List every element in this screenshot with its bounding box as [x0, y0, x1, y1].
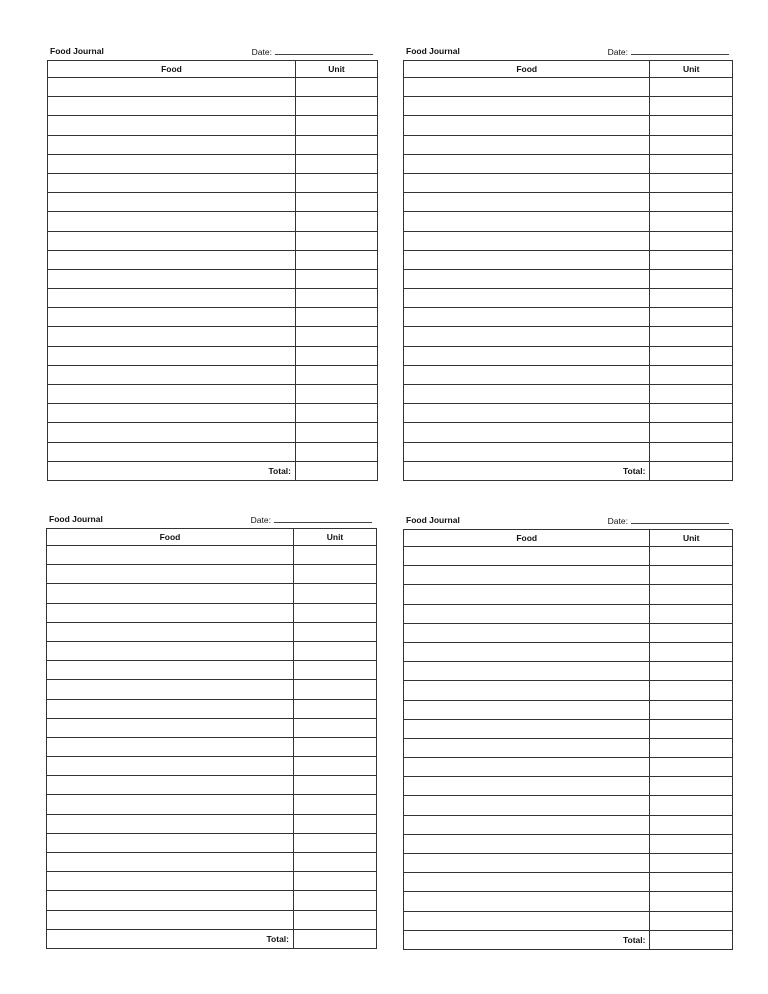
food-cell[interactable]: [47, 795, 294, 814]
table-row: [404, 796, 733, 815]
food-cell[interactable]: [404, 250, 650, 269]
unit-cell[interactable]: [296, 308, 378, 327]
column-header-food: Food: [48, 61, 296, 78]
entries-body: [47, 546, 377, 930]
unit-cell[interactable]: [650, 758, 733, 777]
food-cell[interactable]: [47, 603, 294, 622]
food-cell[interactable]: [404, 365, 650, 384]
food-cell[interactable]: [404, 662, 650, 681]
unit-cell[interactable]: [296, 154, 378, 173]
unit-cell[interactable]: [296, 135, 378, 154]
food-cell[interactable]: [47, 737, 294, 756]
table-row: [404, 547, 733, 566]
food-cell[interactable]: [404, 623, 650, 642]
unit-cell[interactable]: [294, 565, 377, 584]
total-row: [404, 930, 733, 949]
unit-cell[interactable]: [296, 78, 378, 97]
table-row: [48, 231, 378, 250]
unit-cell[interactable]: [296, 250, 378, 269]
table-row: [47, 584, 377, 603]
food-cell[interactable]: [48, 212, 296, 231]
date-field: [608, 46, 729, 57]
date-input-line[interactable]: [274, 514, 372, 523]
unit-cell[interactable]: [296, 423, 378, 442]
table-row: [48, 78, 378, 97]
table-row: [404, 78, 733, 97]
table-row: [48, 173, 378, 192]
food-journal-1: [47, 46, 377, 481]
unit-cell[interactable]: [650, 385, 733, 404]
journal-header: [47, 46, 377, 60]
unit-cell[interactable]: [294, 622, 377, 641]
unit-cell[interactable]: [650, 642, 733, 661]
food-cell[interactable]: [404, 796, 650, 815]
unit-cell[interactable]: [296, 269, 378, 288]
table-row: [47, 757, 377, 776]
date-label: Date:: [607, 47, 628, 57]
food-cell[interactable]: [47, 814, 294, 833]
food-cell[interactable]: [47, 776, 294, 795]
table-row: [48, 193, 378, 212]
unit-cell[interactable]: [294, 641, 377, 660]
table-row: [404, 873, 733, 892]
table-row: [404, 854, 733, 873]
food-cell[interactable]: [404, 758, 650, 777]
table-row: [48, 97, 378, 116]
table-row: [404, 623, 733, 642]
unit-cell[interactable]: [294, 661, 377, 680]
table-row: [404, 289, 733, 308]
food-cell[interactable]: [404, 719, 650, 738]
journal-title: Food Journal: [406, 46, 460, 56]
table-row: [404, 911, 733, 930]
unit-cell[interactable]: [294, 699, 377, 718]
food-cell[interactable]: [48, 308, 296, 327]
food-cell[interactable]: [404, 834, 650, 853]
total-label: Total:: [404, 930, 650, 949]
food-table: [403, 529, 733, 950]
unit-cell[interactable]: [650, 585, 733, 604]
food-cell[interactable]: [404, 777, 650, 796]
unit-cell[interactable]: [650, 173, 733, 192]
unit-cell[interactable]: [294, 814, 377, 833]
food-cell[interactable]: [404, 423, 650, 442]
food-cell[interactable]: [404, 547, 650, 566]
journal-title: Food Journal: [50, 46, 104, 56]
unit-cell[interactable]: [650, 738, 733, 757]
food-cell[interactable]: [404, 911, 650, 930]
total-label: Total:: [404, 461, 650, 480]
food-cell[interactable]: [48, 404, 296, 423]
unit-cell[interactable]: [650, 623, 733, 642]
table-row: [404, 719, 733, 738]
food-journal-2: [403, 46, 733, 481]
total-label: Total:: [48, 461, 296, 480]
food-cell[interactable]: [48, 289, 296, 308]
unit-cell[interactable]: [294, 680, 377, 699]
table-row: [404, 585, 733, 604]
food-cell[interactable]: [404, 154, 650, 173]
table-row: [48, 154, 378, 173]
unit-cell[interactable]: [296, 231, 378, 250]
food-cell[interactable]: [404, 385, 650, 404]
table-row: [404, 231, 733, 250]
unit-cell[interactable]: [296, 97, 378, 116]
table-row: [47, 622, 377, 641]
table-row: [404, 700, 733, 719]
food-cell[interactable]: [47, 661, 294, 680]
date-input-line[interactable]: [631, 46, 729, 55]
unit-cell[interactable]: [650, 815, 733, 834]
food-cell[interactable]: [47, 546, 294, 565]
food-cell[interactable]: [47, 680, 294, 699]
journal-title: Food Journal: [406, 515, 460, 525]
food-cell[interactable]: [404, 193, 650, 212]
table-row: [48, 365, 378, 384]
food-cell[interactable]: [47, 699, 294, 718]
table-row: [48, 135, 378, 154]
food-table: [47, 60, 378, 481]
table-row: [48, 289, 378, 308]
table-row: [48, 308, 378, 327]
unit-cell[interactable]: [650, 423, 733, 442]
food-cell[interactable]: [404, 700, 650, 719]
unit-cell[interactable]: [296, 193, 378, 212]
column-header-food: Food: [47, 529, 294, 546]
food-cell[interactable]: [404, 566, 650, 585]
food-cell[interactable]: [47, 718, 294, 737]
table-row: [47, 546, 377, 565]
food-cell[interactable]: [404, 738, 650, 757]
unit-cell[interactable]: [294, 757, 377, 776]
food-cell[interactable]: [404, 854, 650, 873]
table-row: [404, 116, 733, 135]
table-row: [404, 212, 733, 231]
date-input-line[interactable]: [631, 515, 729, 524]
table-row: [404, 758, 733, 777]
food-cell[interactable]: [404, 173, 650, 192]
food-cell[interactable]: [48, 173, 296, 192]
food-cell[interactable]: [48, 269, 296, 288]
table-row: [48, 269, 378, 288]
table-row: [404, 97, 733, 116]
column-header-unit: Unit: [650, 61, 733, 78]
table-row: [47, 718, 377, 737]
table-row: [48, 404, 378, 423]
food-cell[interactable]: [48, 135, 296, 154]
column-header-unit: Unit: [296, 61, 378, 78]
unit-cell[interactable]: [294, 603, 377, 622]
unit-cell[interactable]: [296, 404, 378, 423]
date-field: [251, 514, 372, 525]
food-journal-4: [403, 515, 733, 950]
unit-cell[interactable]: [650, 719, 733, 738]
entries-body: [48, 78, 378, 462]
table-row: [47, 795, 377, 814]
food-cell[interactable]: [48, 154, 296, 173]
total-unit-cell[interactable]: [296, 461, 378, 480]
unit-cell[interactable]: [296, 212, 378, 231]
unit-cell[interactable]: [294, 872, 377, 891]
unit-cell[interactable]: [650, 854, 733, 873]
table-row: [404, 385, 733, 404]
food-cell[interactable]: [404, 212, 650, 231]
table-row: [404, 365, 733, 384]
unit-cell[interactable]: [296, 116, 378, 135]
unit-cell[interactable]: [650, 566, 733, 585]
unit-cell[interactable]: [296, 442, 378, 461]
unit-cell[interactable]: [296, 327, 378, 346]
table-row: [404, 327, 733, 346]
unit-cell[interactable]: [650, 231, 733, 250]
journal-header: [403, 46, 733, 60]
total-unit-cell[interactable]: [650, 930, 733, 949]
food-cell[interactable]: [47, 891, 294, 910]
food-cell[interactable]: [48, 327, 296, 346]
date-label: Date:: [250, 515, 271, 525]
food-cell[interactable]: [404, 116, 650, 135]
unit-cell[interactable]: [650, 116, 733, 135]
table-row: [404, 834, 733, 853]
unit-cell[interactable]: [650, 135, 733, 154]
table-row: [47, 565, 377, 584]
table-row: [47, 910, 377, 929]
table-row: [404, 173, 733, 192]
entries-body: [404, 78, 733, 462]
table-row: [47, 699, 377, 718]
unit-cell[interactable]: [294, 833, 377, 852]
table-row: [404, 154, 733, 173]
table-row: [404, 681, 733, 700]
table-row: [47, 737, 377, 756]
column-header-food: Food: [404, 61, 650, 78]
food-cell[interactable]: [48, 250, 296, 269]
total-unit-cell[interactable]: [650, 461, 733, 480]
food-cell[interactable]: [404, 815, 650, 834]
unit-cell[interactable]: [296, 365, 378, 384]
food-cell[interactable]: [47, 641, 294, 660]
food-cell[interactable]: [47, 622, 294, 641]
table-row: [48, 346, 378, 365]
unit-cell[interactable]: [294, 737, 377, 756]
food-cell[interactable]: [48, 193, 296, 212]
unit-cell[interactable]: [294, 718, 377, 737]
table-row: [47, 814, 377, 833]
food-cell[interactable]: [404, 327, 650, 346]
date-field: [608, 515, 729, 526]
unit-cell[interactable]: [650, 681, 733, 700]
date-label: Date:: [251, 47, 272, 57]
date-field: [252, 46, 373, 57]
unit-cell[interactable]: [650, 78, 733, 97]
total-row: [404, 461, 733, 480]
table-row: [48, 250, 378, 269]
food-cell[interactable]: [404, 346, 650, 365]
table-row: [47, 641, 377, 660]
food-cell[interactable]: [47, 872, 294, 891]
unit-cell[interactable]: [650, 365, 733, 384]
unit-cell[interactable]: [294, 776, 377, 795]
date-input-line[interactable]: [275, 46, 373, 55]
table-header-row: [404, 61, 733, 78]
unit-cell[interactable]: [650, 212, 733, 231]
total-row: [48, 461, 378, 480]
journal-header: [403, 515, 733, 529]
date-label: Date:: [607, 516, 628, 526]
total-label: Total:: [47, 929, 294, 948]
unit-cell[interactable]: [294, 795, 377, 814]
unit-cell[interactable]: [650, 327, 733, 346]
table-row: [404, 442, 733, 461]
food-cell[interactable]: [47, 853, 294, 872]
food-journal-3: [46, 514, 376, 949]
food-cell[interactable]: [404, 604, 650, 623]
unit-cell[interactable]: [650, 796, 733, 815]
unit-cell[interactable]: [650, 250, 733, 269]
table-row: [47, 661, 377, 680]
food-cell[interactable]: [404, 642, 650, 661]
table-row: [48, 212, 378, 231]
food-cell[interactable]: [404, 873, 650, 892]
unit-cell[interactable]: [650, 892, 733, 911]
table-row: [404, 346, 733, 365]
table-row: [404, 566, 733, 585]
food-cell[interactable]: [404, 681, 650, 700]
total-unit-cell[interactable]: [294, 929, 377, 948]
table-row: [404, 662, 733, 681]
table-header-row: [48, 61, 378, 78]
food-cell[interactable]: [48, 231, 296, 250]
unit-cell[interactable]: [650, 834, 733, 853]
table-row: [404, 250, 733, 269]
journal-title: Food Journal: [49, 514, 103, 524]
food-cell[interactable]: [48, 78, 296, 97]
food-cell[interactable]: [404, 289, 650, 308]
unit-cell[interactable]: [294, 546, 377, 565]
food-cell[interactable]: [404, 231, 650, 250]
food-cell[interactable]: [404, 442, 650, 461]
unit-cell[interactable]: [650, 289, 733, 308]
food-cell[interactable]: [48, 97, 296, 116]
table-header-row: [47, 529, 377, 546]
unit-cell[interactable]: [650, 308, 733, 327]
unit-cell[interactable]: [650, 346, 733, 365]
unit-cell[interactable]: [650, 700, 733, 719]
food-cell[interactable]: [47, 833, 294, 852]
unit-cell[interactable]: [650, 873, 733, 892]
table-row: [404, 404, 733, 423]
food-cell[interactable]: [48, 385, 296, 404]
table-row: [404, 815, 733, 834]
journal-header: [46, 514, 376, 528]
table-row: [404, 193, 733, 212]
entries-body: [404, 547, 733, 931]
food-cell[interactable]: [404, 892, 650, 911]
unit-cell[interactable]: [650, 404, 733, 423]
table-row: [47, 680, 377, 699]
table-row: [48, 442, 378, 461]
table-row: [404, 135, 733, 154]
table-row: [404, 892, 733, 911]
column-header-unit: Unit: [294, 529, 377, 546]
unit-cell[interactable]: [294, 853, 377, 872]
food-table: [403, 60, 733, 481]
table-row: [47, 603, 377, 622]
table-row: [47, 853, 377, 872]
unit-cell[interactable]: [296, 173, 378, 192]
food-cell[interactable]: [404, 308, 650, 327]
unit-cell[interactable]: [294, 910, 377, 929]
column-header-unit: Unit: [650, 530, 733, 547]
unit-cell[interactable]: [294, 891, 377, 910]
unit-cell[interactable]: [650, 777, 733, 796]
table-row: [47, 833, 377, 852]
unit-cell[interactable]: [294, 584, 377, 603]
unit-cell[interactable]: [650, 97, 733, 116]
food-cell[interactable]: [47, 584, 294, 603]
food-cell[interactable]: [48, 116, 296, 135]
table-row: [404, 308, 733, 327]
table-row: [404, 423, 733, 442]
table-row: [47, 776, 377, 795]
unit-cell[interactable]: [650, 547, 733, 566]
food-cell[interactable]: [47, 565, 294, 584]
food-cell[interactable]: [48, 423, 296, 442]
food-table: [46, 528, 377, 949]
food-cell[interactable]: [404, 97, 650, 116]
food-cell[interactable]: [48, 346, 296, 365]
table-row: [404, 777, 733, 796]
food-cell[interactable]: [404, 585, 650, 604]
food-cell[interactable]: [47, 757, 294, 776]
food-cell[interactable]: [48, 442, 296, 461]
unit-cell[interactable]: [650, 662, 733, 681]
unit-cell[interactable]: [650, 154, 733, 173]
table-row: [404, 738, 733, 757]
table-row: [404, 604, 733, 623]
table-header-row: [404, 530, 733, 547]
table-row: [404, 269, 733, 288]
unit-cell[interactable]: [650, 442, 733, 461]
food-cell[interactable]: [404, 78, 650, 97]
unit-cell[interactable]: [650, 604, 733, 623]
unit-cell[interactable]: [650, 911, 733, 930]
unit-cell[interactable]: [296, 385, 378, 404]
column-header-food: Food: [404, 530, 650, 547]
food-cell[interactable]: [404, 404, 650, 423]
table-row: [47, 872, 377, 891]
table-row: [48, 327, 378, 346]
food-cell[interactable]: [404, 135, 650, 154]
food-cell[interactable]: [47, 910, 294, 929]
food-cell[interactable]: [404, 269, 650, 288]
unit-cell[interactable]: [296, 346, 378, 365]
table-row: [47, 891, 377, 910]
unit-cell[interactable]: [650, 269, 733, 288]
total-row: [47, 929, 377, 948]
table-row: [404, 642, 733, 661]
table-row: [48, 385, 378, 404]
food-cell[interactable]: [48, 365, 296, 384]
table-row: [48, 116, 378, 135]
table-row: [48, 423, 378, 442]
unit-cell[interactable]: [296, 289, 378, 308]
unit-cell[interactable]: [650, 193, 733, 212]
